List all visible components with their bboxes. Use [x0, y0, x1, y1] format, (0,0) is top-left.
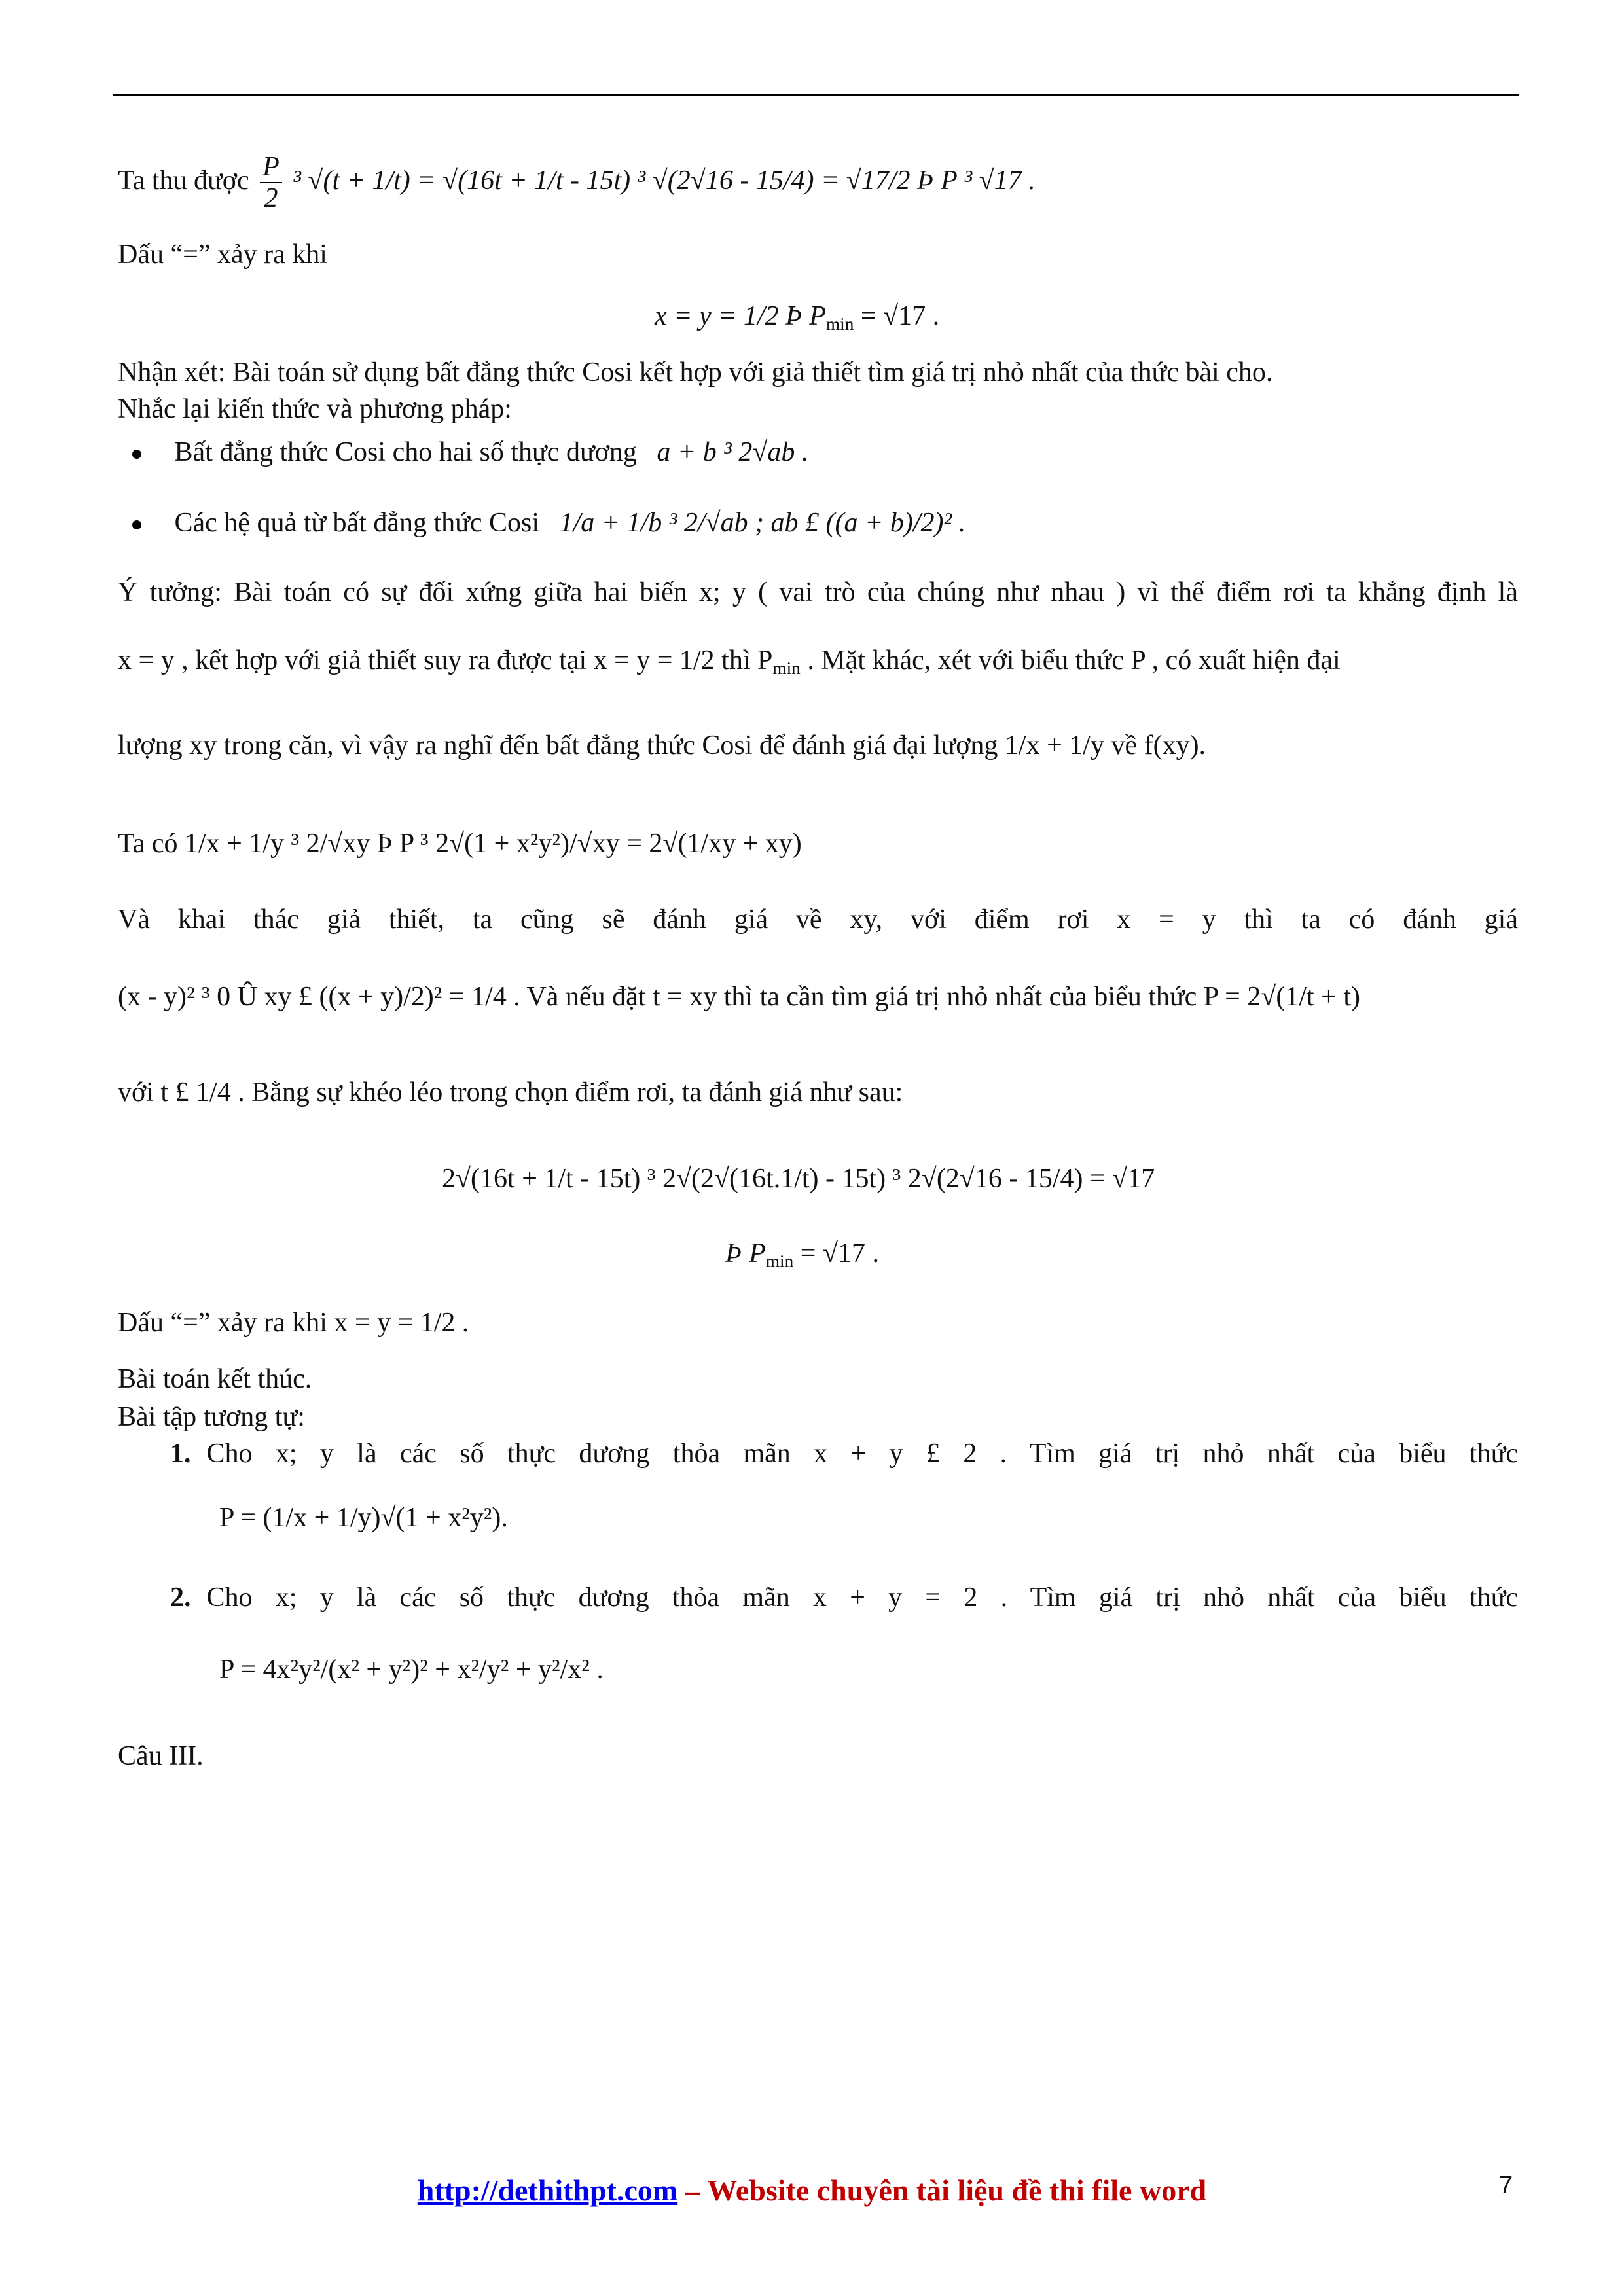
- text-line: với t £ 1/4 . Bằng sự khéo léo trong chọn điểm rơi, ta đánh giá như sau:: [118, 1077, 903, 1107]
- page-number: 7: [1499, 2172, 1513, 2199]
- footer-link[interactable]: http://dethithpt.com: [417, 2174, 678, 2207]
- text-line: Và khai thác giả thiết, ta cũng sẽ đánh giá về xy, với điểm rơi x = y thì ta có đánh giá: [118, 905, 1518, 935]
- formula: P = 4x²y²/(x² + y²)² + x²/y² + y²/x² .: [219, 1655, 604, 1685]
- bullet-item: Bất đẳng thức Cosi cho hai số thực dương a + b ³ 2√ab .: [113, 439, 1518, 466]
- text-line: Bài toán kết thúc.: [118, 1364, 312, 1394]
- fraction: $\frac{P}{2}$: [260, 152, 282, 213]
- equation: x = y = 1/2 Þ $P_{min} = √17$ .: [655, 301, 940, 334]
- bullet-item: Các hệ quả từ bất đẳng thức Cosi 1/a + 1/b ³ 2/√ab ; ab £ ((a + b)/2)² .: [113, 509, 1518, 537]
- text-line: x = y , kết hợp với giả thiết suy ra được tại x = y = 1/2 thì $P_{min}$ . Mặt khác, xét với biểu thức P , có xuất hiện đại: [118, 645, 1341, 679]
- text-line: Bài tập tương tự:: [118, 1402, 305, 1432]
- text-line: Dấu “=” xảy ra khi x = y = 1/2 .: [118, 1308, 469, 1338]
- text-line: (x - y)² ³ 0 Û xy £ ((x + y)/2)² = 1/4 . Và nếu đặt t = xy thì ta cần tìm giá trị nhỏ nhất của biểu thức P = 2√(1/t + t): [118, 982, 1360, 1012]
- text-line: Dấu “=” xảy ra khi: [118, 240, 327, 270]
- footer-tagline: – Website chuyên tài liệu đề thi file word: [677, 2174, 1207, 2207]
- equation: Þ $P_{min} = √17$ .: [725, 1238, 880, 1272]
- formula: P = (1/x + 1/y)√(1 + x²y²).: [219, 1503, 508, 1533]
- math: ³ √(t + 1/t) = √(16t + 1/t - 15t) ³ √(2√16 - 15/4) = √17/2 Þ P ³ √17 .: [293, 165, 1036, 196]
- bullet-icon: [132, 450, 141, 459]
- bullet-icon: [132, 520, 141, 529]
- section-heading: Câu III.: [118, 1741, 204, 1771]
- text-line: lượng xy trong căn, vì vậy ra nghĩ đến bất đẳng thức Cosi để đánh giá đại lượng 1/x + 1/y về f(xy).: [118, 730, 1206, 761]
- text-line: Nhắc lại kiến thức và phương pháp:: [118, 394, 512, 424]
- exercise-1: 1. Cho x; y là các số thực dương thỏa mãn x + y £ 2 . Tìm giá trị nhỏ nhất của biểu thức: [170, 1439, 1518, 1469]
- text-line: Nhận xét: Bài toán sử dụng bất đẳng thức Cosi kết hợp với giả thiết tìm giá trị nhỏ nhất của thức bài cho.: [118, 357, 1273, 387]
- text-line: [118, 152, 1518, 213]
- equation: 2√(16t + 1/t - 15t) ³ 2√(2√(16t.1/t) - 15t) ³ 2√(2√16 - 15/4) = √17: [442, 1164, 1155, 1194]
- footer: [0, 2173, 1624, 2208]
- exercise-2: 2. Cho x; y là các số thực dương thỏa mãn x + y = 2 . Tìm giá trị nhỏ nhất của biểu thức: [170, 1583, 1518, 1613]
- header-rule: [113, 94, 1519, 96]
- text-line: Ta có 1/x + 1/y ³ 2/√xy Þ P ³ 2√(1 + x²y²)/√xy = 2√(1/xy + xy): [118, 829, 802, 859]
- text: Ta thu được: [118, 165, 249, 196]
- text-line: Ý tưởng: Bài toán có sự đối xứng giữa hai biến x; y ( vai trò của chúng như nhau ) vì thế điểm rơi ta khẳng định là: [118, 577, 1518, 607]
